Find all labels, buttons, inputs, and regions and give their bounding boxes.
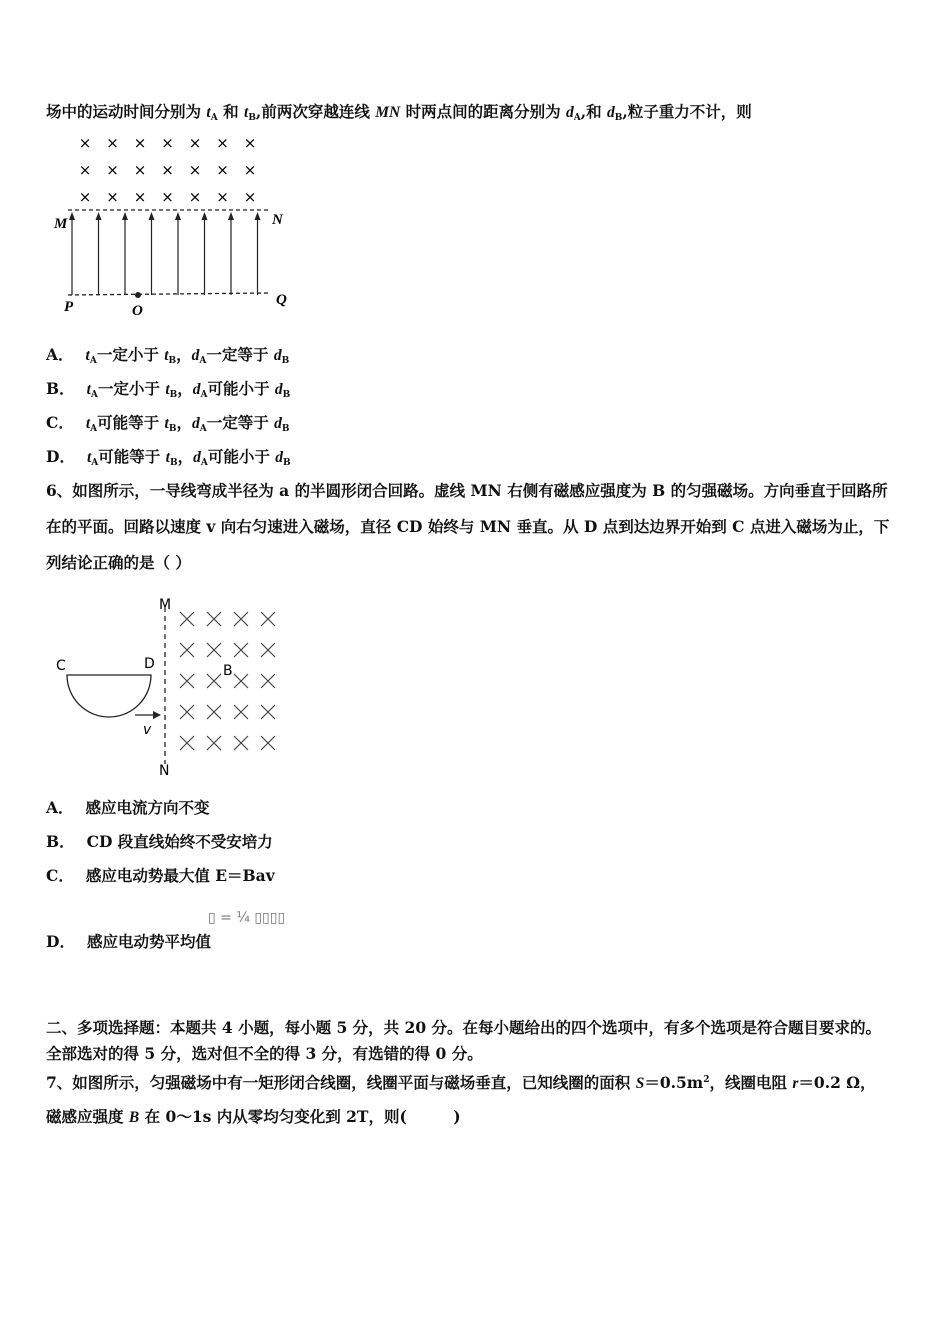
text-segment: ＝0.2 Ω，: [798, 1073, 876, 1092]
text-segment: 一定等于: [206, 345, 274, 364]
variable: t: [164, 347, 169, 364]
text-segment: ，: [176, 345, 192, 364]
subscript: A: [200, 390, 208, 400]
magnetic-field-cross: ×: [188, 188, 202, 206]
variable: t: [244, 104, 249, 121]
magnetic-field-cross: ×: [78, 134, 92, 152]
text-segment: 一定小于: [96, 345, 165, 364]
variable: d: [274, 415, 282, 432]
magnetic-field-cross: [207, 612, 221, 626]
magnetic-field-cross: [207, 643, 221, 657]
magnetic-field-cross: ×: [243, 134, 257, 152]
option-text: 感应电动势最大值 E＝Bav: [85, 866, 275, 885]
variable: d: [192, 381, 201, 398]
magnetic-field-cross: [180, 612, 194, 626]
option-label: C．: [46, 866, 74, 885]
option-text: [87, 379, 291, 398]
label-m: M: [54, 216, 68, 232]
magnetic-field-cross: ×: [106, 134, 119, 152]
arrow-head-icon: [69, 212, 75, 220]
magnetic-field-cross: [261, 736, 275, 750]
text-segment: 一定等于: [206, 413, 275, 432]
magnetic-field-cross: [180, 736, 194, 750]
magnetic-field-cross: ×: [161, 161, 174, 179]
variable: d: [275, 449, 283, 466]
q6-option-a[interactable]: [46, 798, 210, 818]
q6-stem-line-2: 在的平面。回路以速度 v 向右匀速进入磁场，直径 CD 始终与 MN 垂直。从 D 点到达边界开始到 C 点进入磁场为止，下: [46, 517, 890, 536]
q7-stem-line-2: [46, 1107, 461, 1128]
q6-option-c[interactable]: [46, 866, 275, 886]
label-m: M: [159, 597, 172, 613]
variable: r: [792, 1075, 799, 1092]
text-segment: 和: [217, 102, 244, 121]
arrow-head-icon: [96, 212, 102, 220]
variable: S: [635, 1075, 645, 1092]
text-segment: 时两点间的距离分别为: [400, 102, 566, 121]
magnetic-field-cross: ×: [106, 161, 119, 179]
text-segment: 可能等于: [97, 413, 165, 432]
magnetic-field-cross: [207, 705, 221, 719]
variable: d: [274, 381, 283, 398]
magnetic-field-cross: ×: [216, 188, 229, 206]
text-segment: ，: [176, 413, 192, 432]
subscript: A: [199, 356, 207, 366]
variable: t: [165, 449, 170, 466]
subscript: A: [90, 424, 98, 434]
magnetic-field-cross: ×: [133, 134, 147, 152]
q7-stem-line-1: [46, 1070, 876, 1094]
subscript: A: [89, 356, 97, 366]
text-segment: 场中的运动时间分别为: [46, 102, 207, 121]
option-text: 感应电流方向不变: [85, 798, 210, 817]
magnetic-field-cross: [261, 674, 275, 688]
variable: MN: [375, 104, 401, 121]
variable: d: [273, 347, 282, 364]
text-segment: ，: [177, 447, 194, 466]
subscript: B: [169, 390, 178, 400]
arrow-head-icon: [175, 212, 181, 220]
subscript: B: [281, 356, 290, 366]
label-n: N: [272, 212, 283, 228]
magnetic-field-cross: [207, 736, 221, 750]
variable: d: [191, 415, 200, 432]
section2-line-2: 全部选对的得 5 分，选对但不全的得 3 分，有选错的得 0 分。: [46, 1044, 483, 1063]
label-n: N: [159, 763, 170, 779]
text-segment: 磁感应强度: [46, 1107, 129, 1126]
variable: d: [191, 347, 200, 364]
q5-option-c[interactable]: [46, 413, 289, 439]
magnetic-field-cross: [261, 612, 275, 626]
q5-stem: [46, 102, 752, 128]
arrow-head-icon: [255, 212, 261, 220]
magnetic-field-cross: ×: [188, 134, 202, 152]
magnetic-field-cross: ×: [216, 134, 229, 152]
variable: d: [566, 104, 574, 121]
arrow-head-icon: [202, 212, 208, 220]
semicircle-loop: [67, 675, 151, 717]
label-d: D: [144, 656, 155, 672]
label-p: P: [64, 299, 74, 315]
arrow-head-icon: [122, 212, 128, 220]
text-segment: 在 0～1s 内从零均匀变化到 2T，则( ): [139, 1107, 461, 1126]
q6-stem-line-3: 列结论正确的是（ ）: [46, 553, 191, 572]
variable: B: [128, 1109, 140, 1126]
q6-stem-line-1: 6、如图所示，一导线弯成半径为 a 的半圆形闭合回路。虚线 MN 右侧有磁感应强度为 B 的匀强磁场。方向垂直于回路所: [46, 481, 888, 500]
text-segment: ，: [177, 379, 193, 398]
variable: t: [86, 381, 91, 398]
magnetic-field-cross: ×: [243, 188, 257, 206]
subscript: B: [282, 458, 291, 468]
text-segment: 可能小于: [207, 447, 276, 466]
variable: t: [86, 449, 92, 466]
q5-figure: [50, 128, 310, 323]
label-q: Q: [276, 292, 287, 308]
option-text: [86, 413, 290, 432]
magnetic-field-cross: [234, 674, 248, 688]
subscript: B: [168, 424, 177, 434]
option-label: B．: [46, 832, 75, 851]
magnetic-field-cross: [234, 705, 248, 719]
label-v: v: [143, 722, 152, 738]
magnetic-field-cross: [180, 674, 194, 688]
option-label: B．: [46, 379, 75, 398]
magnetic-field-cross: [234, 736, 248, 750]
text-segment: ,前两次穿越连线: [255, 102, 376, 121]
label-o: O: [132, 303, 143, 319]
section2-line-1: 二、多项选择题：本题共 4 小题，每小题 5 分，共 20 分。在每小题给出的四个选项中，有多个选项是符合题目要求的。: [46, 1018, 882, 1037]
magnetic-field-cross: ×: [161, 188, 174, 206]
magnetic-field-cross: ×: [78, 188, 92, 206]
text-segment: ,粒子重力不计，则: [622, 102, 752, 121]
q6-option-d[interactable]: [46, 932, 211, 952]
option-label: D．: [46, 932, 75, 951]
text-segment: 可能小于: [207, 379, 275, 398]
subscript: B: [168, 356, 177, 366]
magnetic-field-cross: [180, 705, 194, 719]
q6-figure: [50, 592, 300, 782]
text-segment: ＝0.5m: [644, 1073, 704, 1092]
arrow-head-icon: [228, 212, 234, 220]
magnetic-field-cross: ×: [243, 161, 257, 179]
magnetic-field-cross: [261, 705, 275, 719]
variable: t: [85, 347, 90, 364]
option-label: A．: [46, 798, 74, 817]
subscript: A: [91, 458, 99, 468]
text-segment: 一定小于: [97, 379, 166, 398]
subscript: A: [199, 424, 207, 434]
magnetic-field-cross: ×: [216, 161, 229, 179]
option-text: [86, 345, 290, 364]
q5-option-a[interactable]: [46, 345, 289, 371]
variable: d: [193, 449, 201, 466]
option-label: A．: [46, 345, 74, 364]
subscript: B: [281, 424, 290, 434]
magnetic-field-cross: [234, 643, 248, 657]
subscript: B: [614, 113, 623, 123]
option-label: D．: [46, 447, 75, 466]
magnetic-field-cross: [261, 643, 275, 657]
subscript: A: [200, 458, 208, 468]
magnetic-field-cross: ×: [161, 134, 174, 152]
subscript: A: [573, 113, 581, 123]
variable: t: [165, 381, 170, 398]
variable: d: [607, 104, 615, 121]
label-c: C: [56, 658, 66, 674]
magnetic-field-cross: ×: [188, 161, 202, 179]
magnetic-field-cross: [207, 674, 221, 688]
magnetic-field-cross: ×: [133, 161, 147, 179]
subscript: B: [282, 390, 291, 400]
label-b: B: [223, 663, 233, 679]
arrow-head-icon: [149, 212, 155, 220]
q6-formula-placeholder: ▯ = ¼ ▯▯▯▯: [208, 910, 286, 926]
option-text: CD 段直线始终不受安培力: [86, 832, 273, 851]
text-segment: 可能等于: [98, 447, 166, 466]
point-o: [135, 292, 141, 298]
option-label: C．: [46, 413, 74, 432]
magnetic-field-cross: [234, 612, 248, 626]
magnetic-field-cross: ×: [106, 188, 119, 206]
q5-option-d[interactable]: [46, 447, 291, 473]
superscript: 2: [703, 1075, 710, 1085]
q5-option-b[interactable]: [46, 379, 290, 405]
variable: t: [85, 415, 91, 432]
text-segment: ，线圈电阻: [709, 1073, 793, 1092]
text-segment: ,和: [580, 102, 608, 121]
variable: t: [164, 415, 169, 432]
variable: t: [206, 104, 211, 121]
magnetic-field-cross: ×: [78, 161, 92, 179]
option-text: 感应电动势平均值: [86, 932, 211, 951]
subscript: A: [90, 390, 98, 400]
magnetic-field-cross: [180, 643, 194, 657]
subscript: B: [248, 113, 256, 123]
q6-option-b[interactable]: [46, 832, 273, 852]
subscript: A: [210, 113, 218, 123]
arrow-head-icon: [153, 711, 161, 719]
option-text: [87, 447, 291, 466]
text-segment: 7、如图所示，匀强磁场中有一矩形闭合线圈，线圈平面与磁场垂直，已知线圈的面积: [46, 1073, 636, 1092]
subscript: B: [169, 458, 178, 468]
magnetic-field-cross: ×: [133, 188, 147, 206]
